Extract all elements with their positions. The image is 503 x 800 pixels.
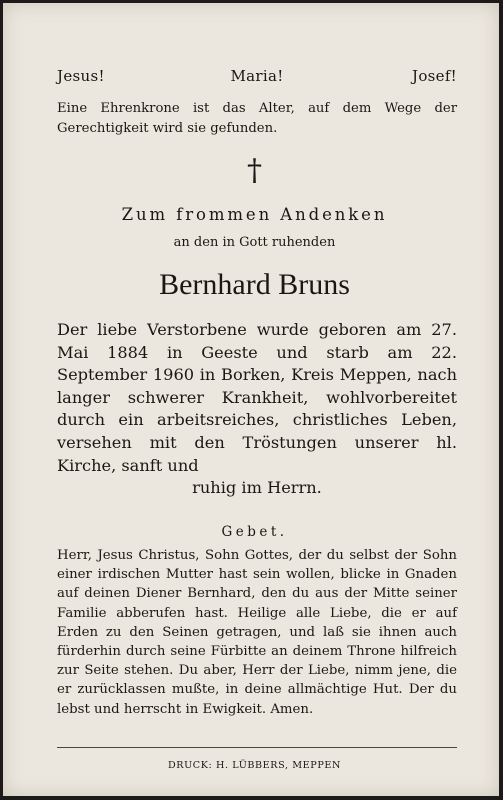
biography: [57, 319, 457, 500]
invocation-maria: Maria!: [230, 67, 284, 85]
memorial-subheading: an den in Gott ruhenden: [173, 235, 336, 250]
cross-icon: †: [247, 153, 262, 188]
memorial-heading: Zum frommen Andenken: [121, 205, 388, 224]
printer-credit: DRUCK: H. LÜBBERS, MEPPEN: [168, 760, 341, 771]
biography-text: Der liebe Verstorbene wurde geboren am 27. Mai 1884 in Geeste und starb am 22. September 1960 in Borken, Kreis Meppen, nach langer schwerer Krankheit, wohlvorbereitet durch ein arbeitsreiches, christliches Leben, versehen mit den Tröstungen unserer hl. Kirche, sanft und: [57, 320, 457, 475]
invocation-jesus: Jesus!: [57, 67, 105, 85]
divider: [57, 747, 457, 748]
motto-verse: Eine Ehrenkrone ist das Alter, auf dem Wege der Gerechtigkeit wird sie gefunden.: [57, 101, 457, 136]
prayer-text: Herr, Jesus Christus, Sohn Gottes, der du selbst der Sohn einer irdischen Mutter hast sein wollen, blicke in Gnaden auf deinen Diener Bernhard, den du aus der Mitte seiner Familie abberufen hast. Heilige alle Liebe, die er auf Erden zu den Seinen getragen, und laß sie ihnen auch fürderhin durch seine Fürbitte an deinem Throne hilfreich zur Seite stehen. Du aber, Herr der Liebe, nimm jene, die er zurücklassen mußte, in deine allmächtige Hut. Der du lebst und herrscht in Ewigkeit. Amen.: [57, 548, 457, 717]
deceased-name: Bernhard Bruns: [159, 268, 350, 301]
biography-end: ruhig im Herrn.: [192, 478, 322, 498]
prayer-title: Gebet.: [221, 524, 288, 540]
memorial-card: [3, 3, 499, 796]
invocation-josef: Josef!: [412, 67, 457, 85]
invocations: [57, 67, 457, 89]
